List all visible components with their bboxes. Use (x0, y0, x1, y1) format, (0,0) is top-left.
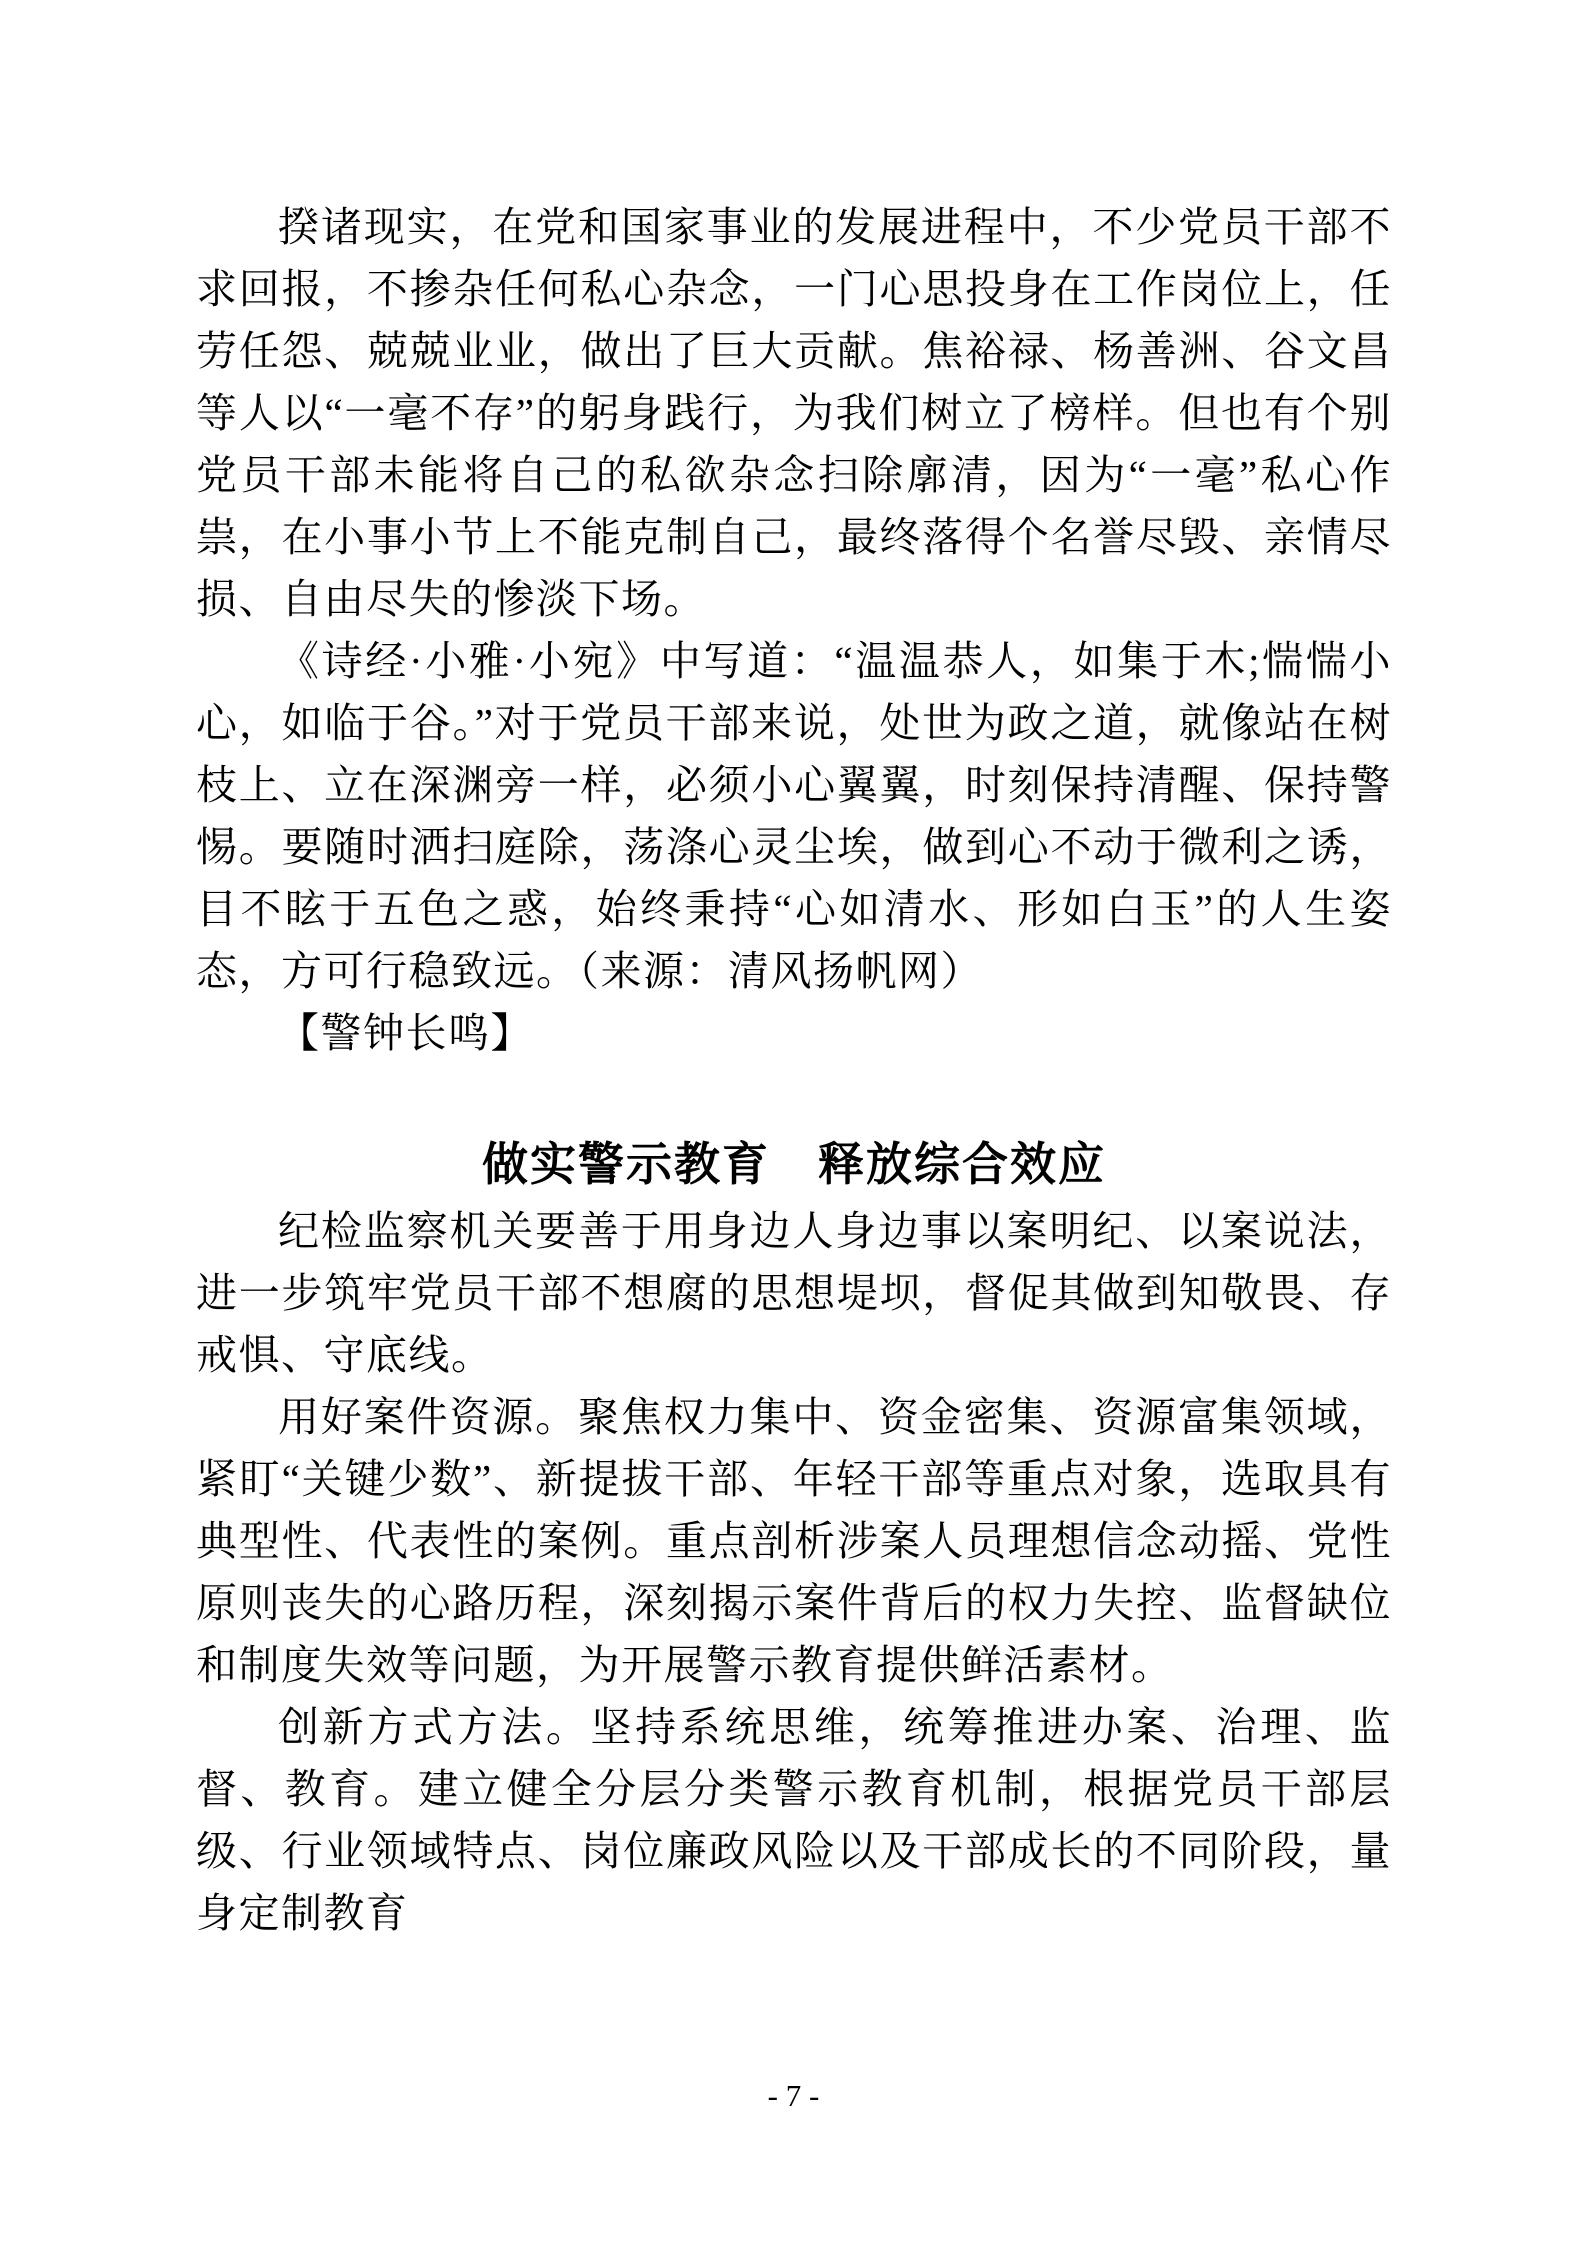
article-title: 做实警示教育 释放综合效应 (482, 1139, 1106, 1190)
paragraph-jijian-jiancha: 纪检监察机关要善于用身边人身边事以案明纪、以案说法，进一步筑牢党员干部不想腐的思想堤坝，督促其做到知敬畏、存戒惧、守底线。 (196, 1208, 1392, 1378)
document-body (196, 196, 1392, 1944)
paragraph-yonghao-anjian-ziyuan: 用好案件资源。聚焦权力集中、资金密集、资源富集领域，紧盯“关键少数”、新提拔干部、年轻干部等重点对象，选取具有典型性、代表性的案例。重点剖析涉案人员理想信念动摇、党性原则丧失的心路历程，深刻揭示案件背后的权力失控、监督缺位和制度失效等问题，为开展警示教育提供鲜活素材。 (196, 1394, 1392, 1688)
page-number: - 7 - (767, 2078, 820, 2113)
paragraph-kui-zhu-xian-shi: 揆诸现实，在党和国家事业的发展进程中，不少党员干部不求回报，不掺杂任何私心杂念，一门心思投身在工作岗位上，任劳任怨、兢兢业业，做出了巨大贡献。焦裕禄、杨善洲、谷文昌等人以“一毫不存”的躬身践行，为我们树立了榜样。但也有个别党员干部未能将自己的私欲杂念扫除廓清，因为“一毫”私心作祟，在小事小节上不能克制自己，最终落得个名誉尽毁、亲情尽损、自由尽失的惨淡下场。 (196, 204, 1392, 622)
section-marker-jingzhong-changming: 【警钟长鸣】 (278, 1010, 533, 1056)
paragraph-chuangxin-fangshi-fangfa: 创新方式方法。坚持系统思维，统筹推进办案、治理、监督、教育。建立健全分层分类警示教育机制，根据党员干部层级、行业领域特点、岗位廉政风险以及干部成长的不同阶段，量身定制教育 (196, 1704, 1392, 1936)
paragraph-shijing-quote: 《诗经·小雅·小宛》中写道：“温温恭人，如集于木;惴惴小心，如临于谷。”对于党员干部来说，处世为政之道，就像站在树枝上、立在深渊旁一样，必须小心翼翼，时刻保持清醒、保持警惕。要随时洒扫庭除，荡涤心灵尘埃，做到心不动于微利之诱，目不眩于五色之惑，始终秉持“心如清水、形如白玉”的人生姿态，方可行稳致远。（来源：清风扬帆网） (196, 638, 1392, 994)
